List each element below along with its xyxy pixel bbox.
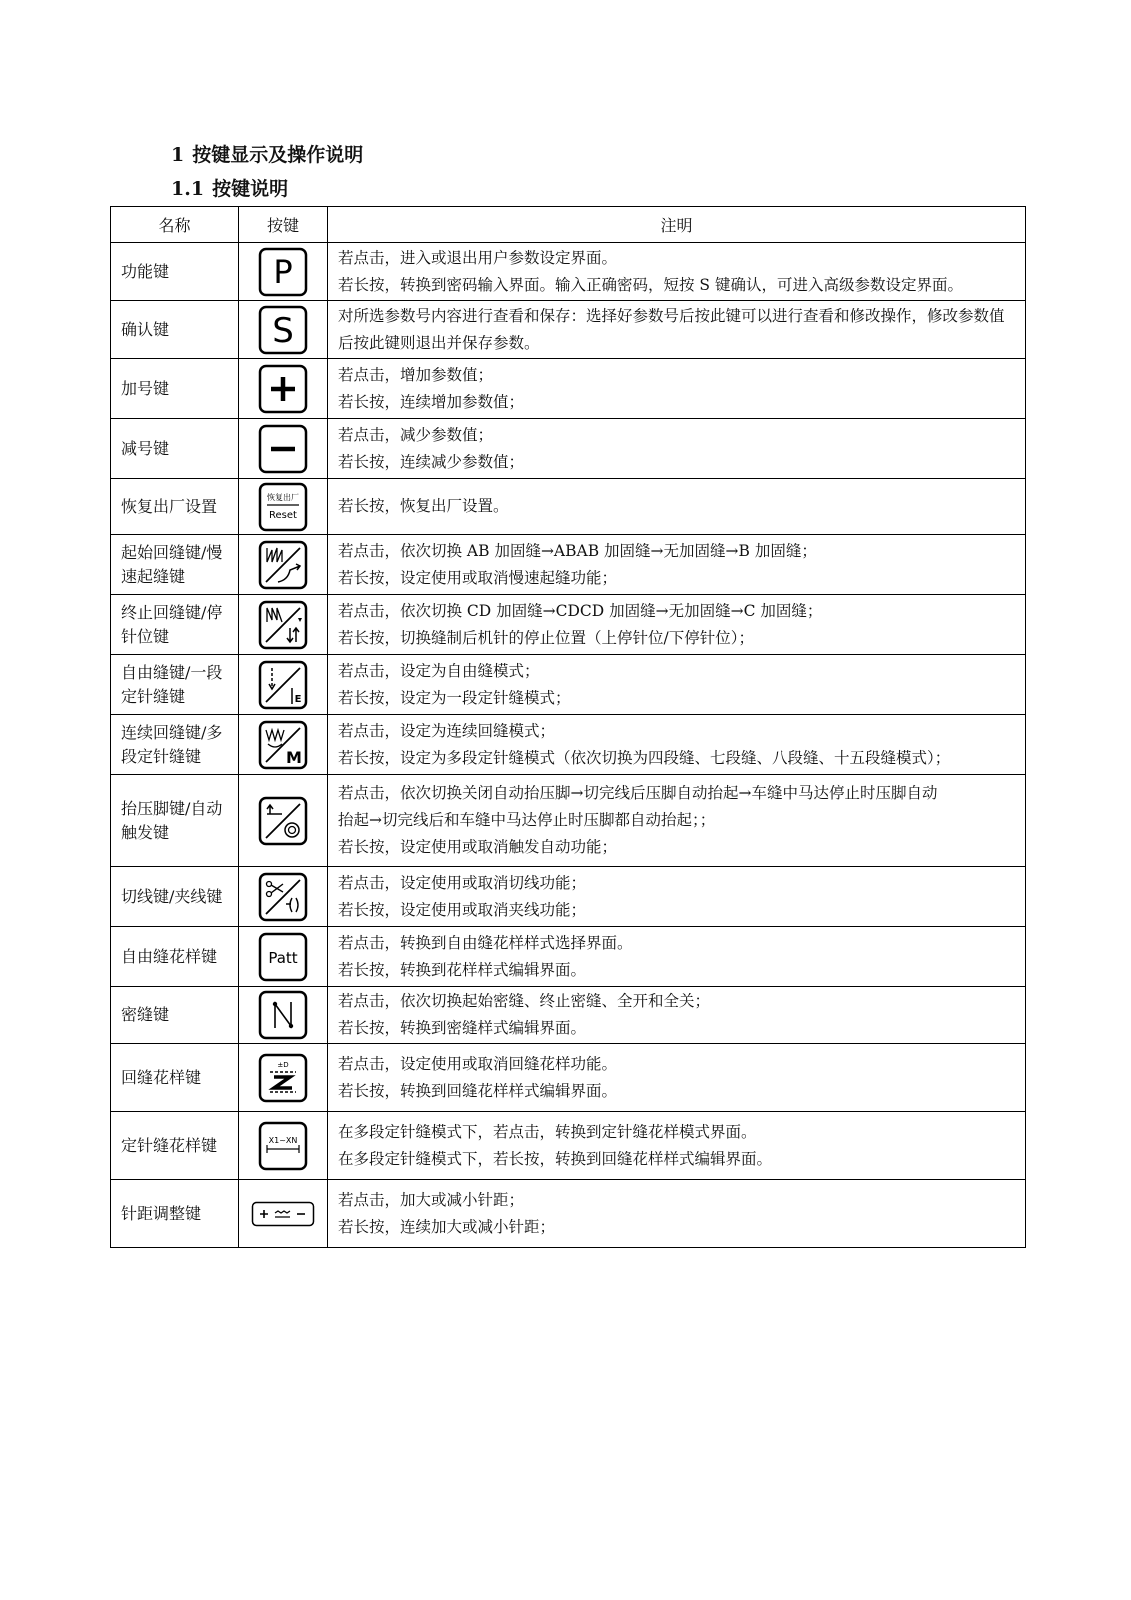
stitch-length-key-icon	[251, 1201, 315, 1227]
note-line: 对所选参数号内容进行查看和保存：选择好参数号后按此键可以进行查看和修改操作，修改参数值后按此键则退出并保存参数。	[338, 306, 1005, 352]
note-line: 若长按，转换到密缝样式编辑界面。	[338, 1019, 587, 1037]
table-row	[111, 1180, 1026, 1248]
key-name: 终止回缝键/停针位键	[111, 595, 239, 655]
note-line: 若点击，设定为自由缝模式；	[338, 661, 540, 680]
key-name: 恢复出厂设置	[111, 479, 239, 535]
svg-text:M: M	[286, 747, 302, 767]
note-line: 若点击，设定使用或取消切线功能；	[338, 873, 587, 892]
svg-text:S: S	[272, 310, 294, 351]
table-row	[111, 535, 1026, 595]
key-name: 功能键	[111, 243, 239, 301]
column-header-key: 按键	[239, 207, 328, 243]
plus-key-icon	[258, 364, 308, 414]
table-row	[111, 1044, 1026, 1112]
end-backtack-key-icon	[258, 600, 308, 650]
key-name: 加号键	[111, 359, 239, 419]
table-row	[111, 359, 1026, 419]
note-line: 若长按，连续加大或减小针距；	[338, 1217, 556, 1236]
subsection-heading: 1.1 按键说明	[171, 178, 289, 200]
table-header-row	[111, 207, 1026, 243]
svg-text:恢复出厂: 恢复出厂	[267, 492, 299, 502]
note-line: 若点击，依次切换起始密缝、终止密缝、全开和全关；	[338, 992, 711, 1010]
reset-key-icon	[258, 482, 308, 532]
table-row	[111, 927, 1026, 987]
table-row	[111, 867, 1026, 927]
table-row	[111, 715, 1026, 775]
key-name: 连续回缝键/多段定针缝键	[111, 715, 239, 775]
key-description-table	[110, 206, 1026, 1248]
note-line: 若长按，设定使用或取消慢速起缝功能；	[338, 568, 618, 587]
presser-foot-key-icon	[258, 796, 308, 846]
table-row	[111, 655, 1026, 715]
note-line: 若长按，连续减少参数值；	[338, 452, 525, 471]
table-row	[111, 301, 1026, 359]
note-line: 若长按，连续增加参数值；	[338, 392, 525, 411]
note-line: 若长按，设定使用或取消夹线功能；	[338, 900, 587, 919]
s-key-icon	[258, 305, 308, 355]
note-line: 若点击，设定为连续回缝模式；	[338, 721, 556, 740]
continuous-backtack-key-icon	[258, 720, 308, 770]
note-line: 若点击，减少参数值；	[338, 425, 494, 444]
note-line: 若长按，转换到花样样式编辑界面。	[338, 960, 587, 979]
key-name: 确认键	[111, 301, 239, 359]
note-line: 若长按，设定使用或取消触发自动功能；	[338, 838, 618, 856]
p-key-icon	[258, 247, 308, 297]
svg-text:X1~XN: X1~XN	[268, 1135, 298, 1145]
svg-text:P: P	[273, 252, 293, 291]
section-heading: 1 按键显示及操作说明	[171, 144, 364, 166]
note-line: 若长按，恢复出厂设置。	[338, 497, 509, 515]
table-row	[111, 419, 1026, 479]
key-name: 密缝键	[111, 987, 239, 1044]
key-name: 起始回缝键/慢速起缝键	[111, 535, 239, 595]
note-line: 若点击，进入或退出用户参数设定界面。	[338, 248, 618, 267]
svg-text:Reset: Reset	[269, 509, 297, 521]
condensed-stitch-key-icon	[258, 990, 308, 1040]
key-name: 针距调整键	[111, 1180, 239, 1248]
key-name: 抬压脚键/自动触发键	[111, 775, 239, 867]
pattern-key-icon	[258, 932, 308, 982]
table-row	[111, 595, 1026, 655]
start-backtack-key-icon	[258, 540, 308, 590]
note-line: 抬起→切完线后和车缝中马达停止时压脚都自动抬起；；	[338, 811, 716, 829]
note-line: 若点击，增加参数值；	[338, 365, 494, 384]
note-line: 若长按，设定为多段定针缝模式（依次切换为四段缝、七段缝、八段缝、十五段缝模式）；	[338, 748, 951, 767]
note-line: 若点击，转换到自由缝花样样式选择界面。	[338, 933, 633, 952]
key-name: 回缝花样键	[111, 1044, 239, 1112]
backtack-pattern-key-icon	[258, 1053, 308, 1103]
note-line: 若点击，依次切换关闭自动抬压脚→切完线后压脚自动抬起→车缝中马达停止时压脚自动	[338, 784, 938, 802]
key-name: 切线键/夹线键	[111, 867, 239, 927]
key-name: 自由缝花样键	[111, 927, 239, 987]
table-row	[111, 243, 1026, 301]
key-name: 定针缝花样键	[111, 1112, 239, 1180]
column-header-name: 名称	[111, 207, 239, 243]
table-row	[111, 775, 1026, 867]
note-line: 在多段定针缝模式下，若长按，转换到回缝花样样式编辑界面。	[338, 1149, 773, 1168]
note-line: 若长按，设定为一段定针缝模式；	[338, 688, 571, 707]
note-line: 若点击，依次切换 CD 加固缝→CDCD 加固缝→无加固缝→C 加固缝；	[338, 601, 823, 620]
svg-text:E: E	[294, 693, 302, 705]
note-line: 若点击，设定使用或取消回缝花样功能。	[338, 1054, 618, 1073]
column-header-note: 注明	[328, 207, 1026, 243]
minus-key-icon	[258, 424, 308, 474]
fixed-stitch-pattern-key-icon	[258, 1121, 308, 1171]
thread-trim-key-icon	[258, 872, 308, 922]
svg-text:±D: ±D	[277, 1060, 289, 1069]
note-line: 若长按，转换到密码输入界面。输入正确密码，短按 S 键确认，可进入高级参数设定界面。	[338, 275, 963, 294]
table-row	[111, 987, 1026, 1044]
key-name: 自由缝键/一段定针缝键	[111, 655, 239, 715]
note-line: 若点击，依次切换 AB 加固缝→ABAB 加固缝→无加固缝→B 加固缝；	[338, 541, 817, 560]
note-line: 若点击，加大或减小针距；	[338, 1190, 525, 1209]
note-line: 若长按，转换到回缝花样样式编辑界面。	[338, 1081, 618, 1100]
svg-text:Patt: Patt	[268, 948, 298, 967]
note-line: 若长按，切换缝制后机针的停止位置（上停针位/下停针位）；	[338, 628, 754, 647]
table-row	[111, 1112, 1026, 1180]
free-sew-key-icon	[258, 660, 308, 710]
key-name: 减号键	[111, 419, 239, 479]
note-line: 在多段定针缝模式下，若点击，转换到定针缝花样模式界面。	[338, 1122, 757, 1141]
table-row	[111, 479, 1026, 535]
